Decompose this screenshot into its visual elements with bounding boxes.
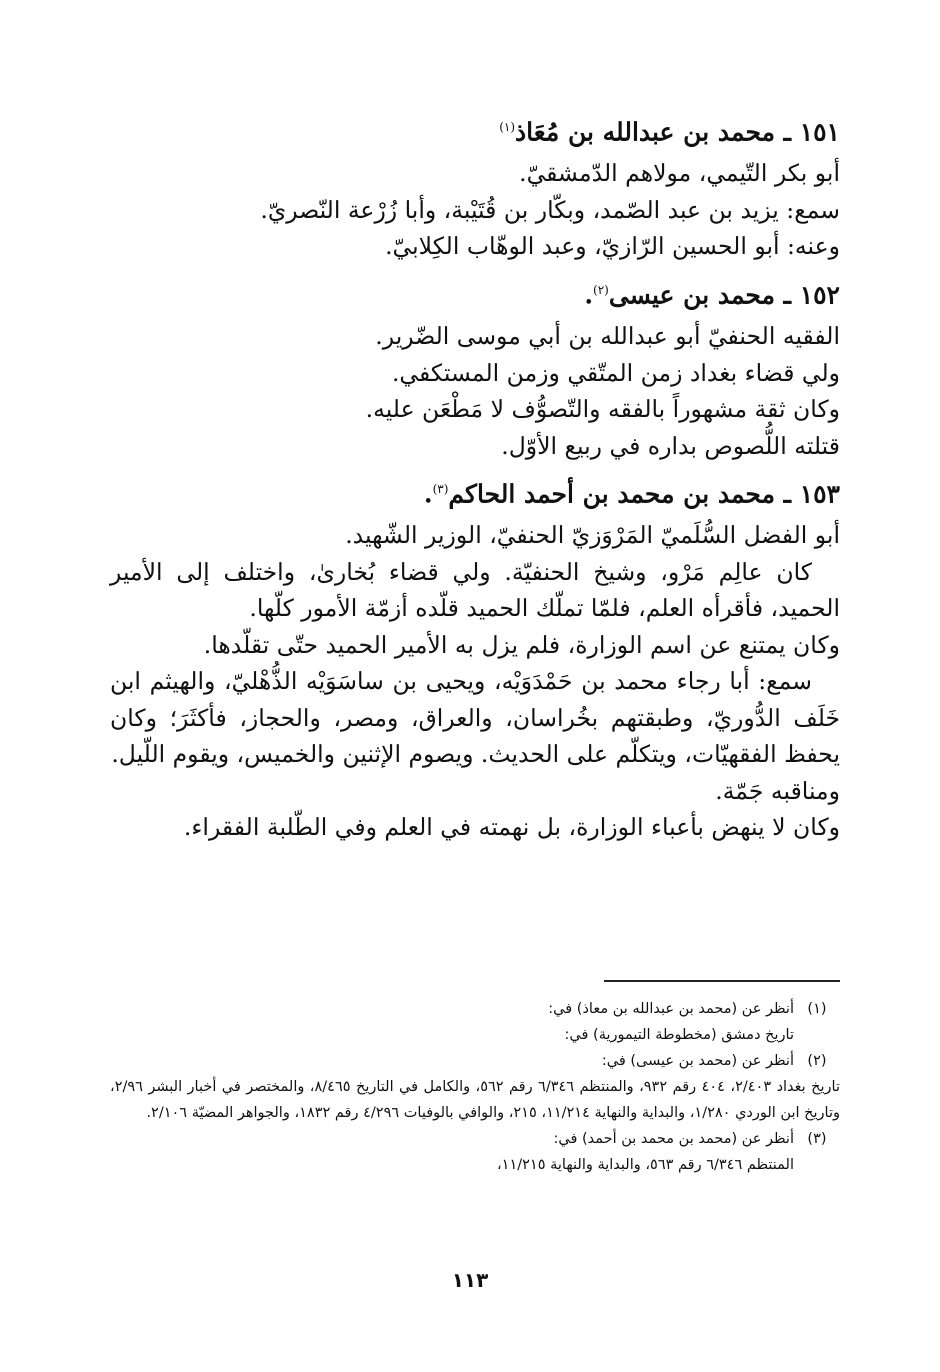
- footnote-ref-1: (١): [499, 120, 516, 134]
- footnote-number: (٣): [807, 1131, 827, 1147]
- footnote-number: (٢): [807, 1053, 827, 1069]
- footnote-text: المنتظم ٦/٣٤٦ رقم ٥٦٣، والبداية والنهاية ١١/٢١٥،: [496, 1157, 794, 1173]
- footnote-text: أنظر عن (محمد بن عيسى) في:: [601, 1053, 794, 1069]
- entry-153-paragraph: وكان لا ينهض بأعباء الوزارة، بل نهمته في العلم وفي الطّلبة الفقراء.: [183, 813, 840, 842]
- entry-153-title: ١٥٣ ـ محمد بن محمد بن أحمد الحاكم$^{(٣)}$.: [423, 479, 840, 509]
- footnotes: [110, 996, 840, 1178]
- footnote-2: [110, 1048, 840, 1074]
- footnote-1: [110, 996, 840, 1022]
- footnote-3: [110, 1126, 840, 1152]
- entry-153-paragraph: سمع: أبا رجاء محمد بن حَمْدَوَيْه، ويحيى بن ساسَوَيْه الذُّهْليّ، والهيثم ابن خَلَف الدُّوريّ، وطبقتهم بخُراسان، والعراق، ومصر، والحجاز، فأكثَرَ؛ وكان يحفظ الفقهيّات، ويتكلّم على الحديث. ويصوم الإثنين والخميس، ويقوم اللّيل.: [110, 667, 840, 769]
- entry-152-line: وكان ثقة مشهوراً بالفقه والتّصوُّف لا مَطْعَن عليه.: [365, 395, 840, 424]
- entry-152-line: الفقيه الحنفيّ أبو عبدالله بن أبي موسى الضّرير.: [375, 322, 840, 351]
- page-number: ١١٣: [451, 1268, 489, 1292]
- footnote-text: أنظر عن (محمد بن عبدالله بن معاذ) في:: [548, 1001, 794, 1017]
- entry-153-paragraph: كان عالِم مَرْو، وشيخ الحنفيّة. ولي قضاء بُخارىٰ، واختلف إلى الأمير الحميد، فأقرأه العلم، فلمّا تملّك الحميد قلّده أزمّة الأمور كلّها.: [110, 557, 840, 623]
- entry-153-line: أبو الفضل السُّلَميّ المَرْوَزيّ الحنفيّ، الوزير الشّهيد.: [345, 521, 840, 550]
- main-text: [110, 108, 840, 846]
- entry-152-line: قتلته اللُّصوص بداره في ربيع الأوّل.: [501, 431, 840, 460]
- entry-151-line: وعنه: أبو الحسين الرّازيّ، وعبد الوهّاب الكِلابيّ.: [385, 232, 840, 261]
- footnote-text: تاريخ دمشق (مخطوطة التيمورية) في:: [564, 1027, 794, 1043]
- footnote-text: أنظر عن (محمد بن محمد بن أحمد) في:: [553, 1131, 794, 1147]
- footnote-number: (١): [807, 1001, 827, 1017]
- entry-152-title: ١٥٢ ـ محمد بن عيسى$^{(٢)}$.: [584, 280, 840, 310]
- footnote-ref-2: (٢): [593, 282, 609, 297]
- footnote-text: تاريخ بغداد ٢/٤٠٣، ٤٠٤ رقم ٩٣٢، والمنتظم ٦/٣٤٦ رقم ٥٦٢، والكامل في التاريخ ٨/٤٦٥، والمختصر في أخبار البشر ٢/٩٦، وتاريخ ابن الوردي ١/٢٨٠، والبداية والنهاية ١١/٢١٤، ٢١٥، والوافي بالوفيات ٤/٢٩٦ رقم ١٨٣٢، والجواهر المضيّة ٢/١٠٦.: [110, 1079, 840, 1121]
- entry-151-line: أبو بكر التّيمي، مولاهم الدّمشقيّ.: [519, 159, 840, 188]
- footnote-divider: [604, 980, 840, 982]
- entry-152-line: ولي قضاء بغداد زمن المتّقي وزمن المستكفي.: [391, 358, 840, 387]
- entry-153-paragraph: وكان يمتنع عن اسم الوزارة، فلم يزل به الأمير الحميد حتّى تقلّدها.: [203, 630, 840, 659]
- entry-151-line: سمع: يزيد بن عبد الصّمد، وبكّار بن قُتَيْبة، وأبا زُرْعة النّصريّ.: [260, 195, 840, 224]
- entry-153-paragraph: ومناقبه جَمّة.: [715, 776, 840, 805]
- entry-151-title: ١٥١ ـ محمد بن عبدالله بن مُعَاذ$^{(١)}$: [499, 117, 840, 147]
- footnote-ref-3: (٣): [432, 482, 449, 497]
